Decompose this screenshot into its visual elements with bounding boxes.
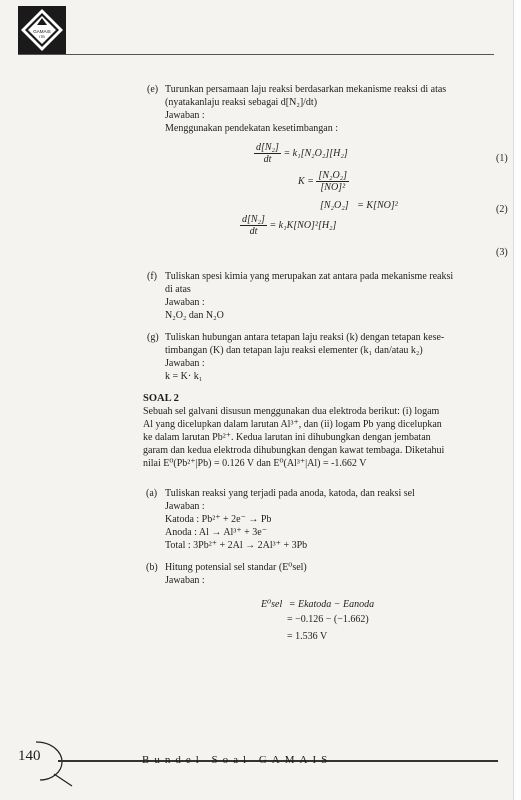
question-g-line2: timbangan (K) dan tetapan laju reaksi elementer (k₁ dan/atau k₂) bbox=[165, 345, 423, 356]
answer-label-e: Jawaban : bbox=[165, 110, 205, 121]
logo-text: GAMAIS bbox=[33, 29, 51, 34]
eq2-tag: (2) bbox=[496, 204, 508, 215]
question-e-line2: (nyatakanlaju reaksi sebagai d[N₂]/dt) bbox=[165, 97, 318, 108]
eq3-tag: (3) bbox=[496, 247, 508, 258]
item-label-g: (g) bbox=[147, 332, 159, 343]
footer-title: Bundel Soal GAMAIS bbox=[142, 754, 333, 766]
question-g-line1: Tuliskan hubungan antara tetapan laju reaksi (k) dengan tetapan kese- bbox=[165, 332, 445, 343]
eq1-numerator: d[N₂] bbox=[256, 142, 279, 153]
answer-label-b: Jawaban : bbox=[165, 575, 205, 586]
item-label-a: (a) bbox=[146, 488, 158, 499]
question-f-line1: Tuliskan spesi kimia yang merupakan zat antara pada mekanisme reaksi bbox=[165, 271, 454, 282]
eq1-tag: (1) bbox=[496, 153, 508, 164]
equation-k bbox=[298, 170, 349, 193]
item-label-f: (f) bbox=[147, 271, 157, 282]
soal-2-p2: Al yang dicelupkan dalam larutan Al³⁺, dan (ii) logam Pb yang dicelupkan bbox=[143, 419, 442, 430]
equation-1 bbox=[254, 142, 348, 165]
eq3-denominator: dt bbox=[249, 226, 258, 237]
approach-text: Menggunakan pendekatan kesetimbangan : bbox=[165, 123, 338, 134]
eq3-rhs: = k₁K[NO]²[H₂] bbox=[269, 219, 337, 231]
answer-a-katoda: Katoda : Pb²⁺ + 2e⁻ → Pb bbox=[165, 514, 272, 525]
eq3-numerator: d[N₂] bbox=[242, 214, 265, 225]
ecell-line3: = 1.536 V bbox=[287, 631, 328, 642]
answer-f: N₂O₂ dan N₂O bbox=[165, 310, 224, 321]
question-f-line2: di atas bbox=[165, 284, 191, 295]
answer-a-anoda: Anoda : Al → Al³⁺ + 3e⁻ bbox=[165, 527, 267, 538]
page-number: 140 bbox=[18, 748, 41, 764]
equation-3 bbox=[240, 214, 336, 237]
eq2-rhs: = K[NO]² bbox=[357, 200, 398, 211]
question-a: Tuliskan reaksi yang terjadi pada anoda, katoda, dan reaksi sel bbox=[165, 488, 415, 499]
answer-label-g: Jawaban : bbox=[165, 358, 205, 369]
ecell-lhs: E⁰sel bbox=[261, 599, 283, 610]
soal-2-p1: Sebuah sel galvani disusun menggunakan dua elektroda berikut: (i) logam bbox=[143, 406, 440, 417]
eqK-numerator: [N₂O₂] bbox=[318, 170, 348, 181]
answer-g: k = K· k₁ bbox=[165, 371, 203, 382]
soal-2-heading: SOAL 2 bbox=[143, 393, 179, 404]
answer-label-a: Jawaban : bbox=[165, 501, 205, 512]
item-label-e: (e) bbox=[147, 84, 159, 95]
soal-2-p3: ke dalam larutan Pb²⁺. Kedua larutan ini dihubungkan dengan jembatan bbox=[143, 432, 431, 443]
question-b: Hitung potensial sel standar (E⁰sel) bbox=[165, 562, 307, 573]
item-label-b: (b) bbox=[146, 562, 158, 573]
answer-label-f: Jawaban : bbox=[165, 297, 205, 308]
eqK-denominator: [NO]² bbox=[320, 182, 346, 193]
question-e-line1: Turunkan persamaan laju reaksi berdasarkan mekanisme reaksi di atas bbox=[165, 84, 447, 95]
equation-2 bbox=[320, 199, 398, 212]
answer-a-total: Total : 3Pb²⁺ + 2Al → 2Al³⁺ + 3Pb bbox=[165, 540, 308, 551]
soal-2-p4: garam dan kedua elektroda dihubungkan dengan kawat tembaga. Diketahui bbox=[143, 445, 445, 456]
ecell-rhs: = Ekatoda − Eanoda bbox=[288, 599, 375, 610]
eqK-lhs: K = bbox=[298, 175, 314, 187]
soal-2-p5: nilai E⁰(Pb²⁺|Pb) = 0.126 V dan E⁰(Al³⁺|Al) = -1.662 V bbox=[143, 458, 367, 469]
eq1-denominator: dt bbox=[263, 154, 272, 165]
eq1-rhs: = k₁[N₂O₂][H₂] bbox=[283, 147, 348, 159]
logo-subtext: ITB bbox=[39, 35, 45, 39]
ecell-line2: = −0.126 − (−1.662) bbox=[287, 614, 369, 625]
eq2-lhs: [N₂O₂] bbox=[320, 200, 349, 211]
ecell-line1 bbox=[261, 598, 374, 611]
